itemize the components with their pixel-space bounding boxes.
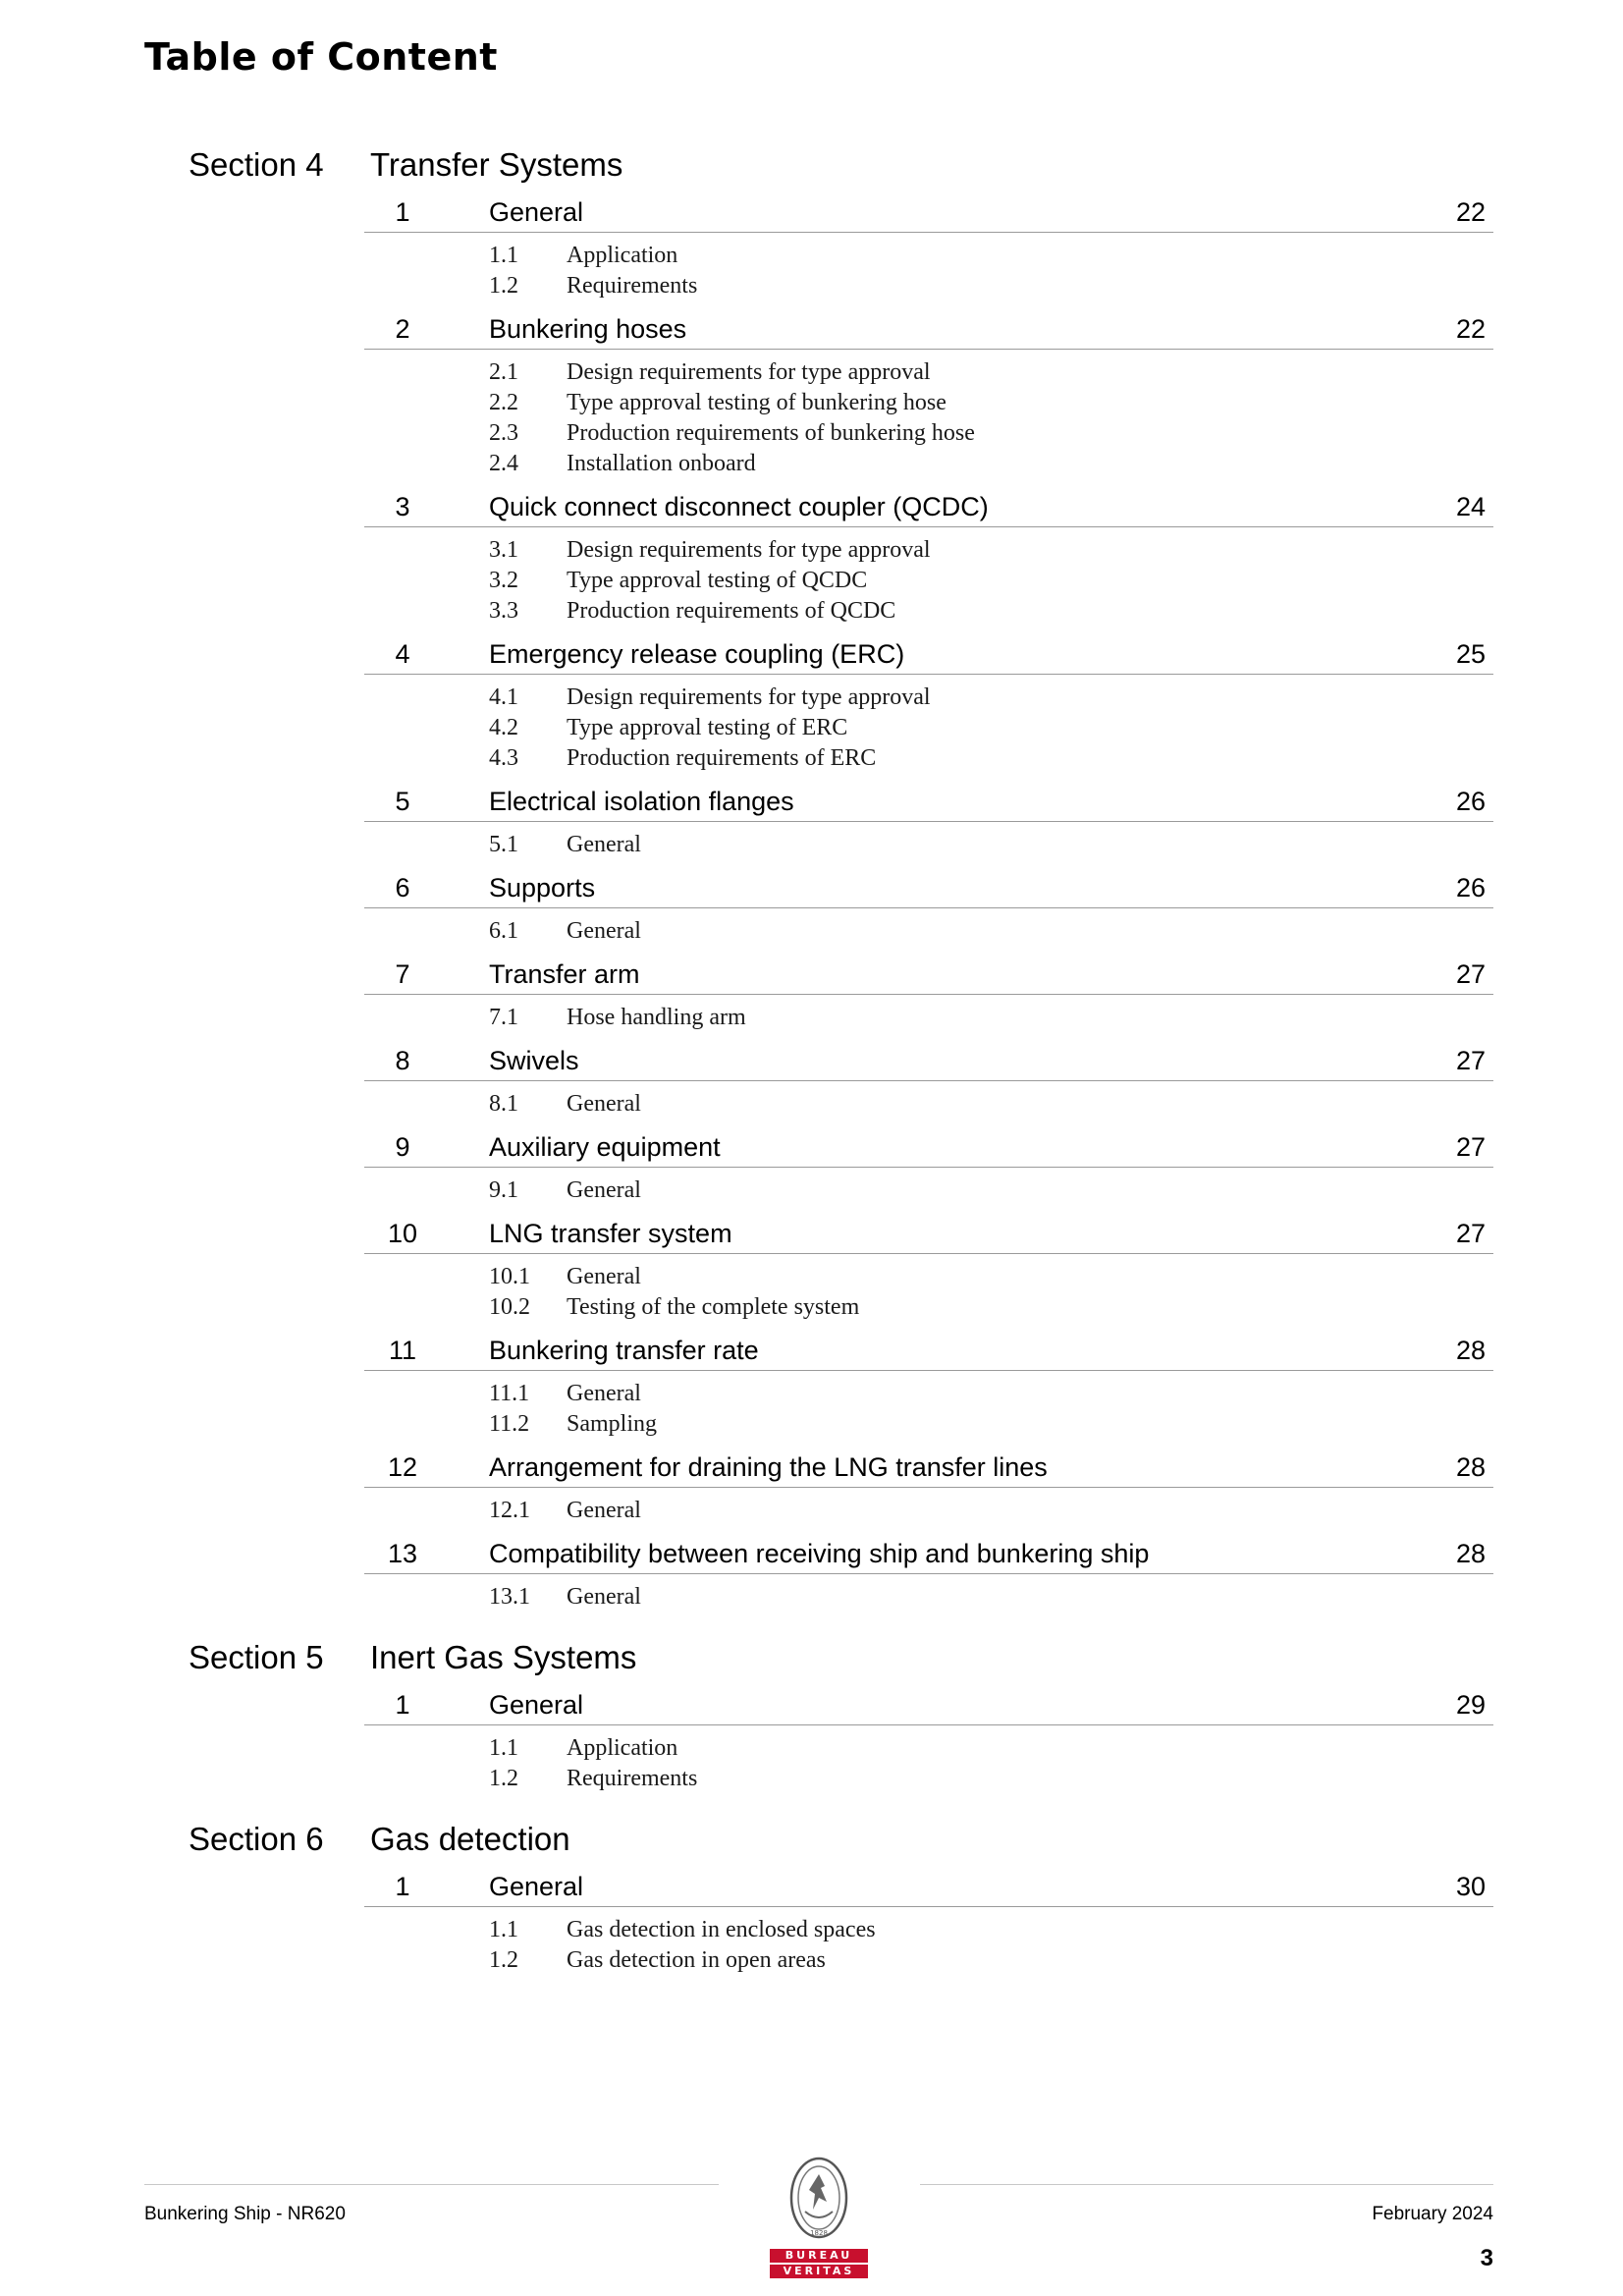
section-label: Section 4 (189, 146, 324, 183)
subsection-entry[interactable] (364, 1292, 1493, 1323)
toc-article (364, 868, 1493, 955)
subsection-title[interactable]: Application (567, 243, 678, 268)
article-entry[interactable] (364, 1685, 1493, 1725)
subsection-number: 11.2 (489, 1411, 530, 1437)
subsection-entry[interactable] (364, 830, 1493, 860)
subsection-list (364, 1488, 1493, 1534)
subsection-title[interactable]: Type approval testing of QCDC (567, 568, 868, 593)
article-page-number: 26 (1455, 873, 1486, 902)
article-number: 13 (387, 1539, 418, 1568)
page-number: 3 (1480, 2245, 1493, 2271)
article-number: 3 (395, 492, 410, 521)
subsection-entry[interactable] (364, 1003, 1493, 1033)
subsection-number: 10.2 (489, 1294, 530, 1320)
article-page-number: 28 (1455, 1336, 1486, 1365)
subsection-entry[interactable] (364, 743, 1493, 774)
subsection-entry[interactable] (364, 1409, 1493, 1440)
article-title[interactable]: Supports (489, 873, 596, 902)
subsection-title[interactable]: General (567, 1381, 641, 1406)
subsection-entry[interactable] (364, 1496, 1493, 1526)
subsection-title[interactable]: Requirements (567, 273, 698, 299)
article-page-number: 27 (1455, 1046, 1486, 1075)
subsection-title[interactable]: General (567, 1091, 641, 1117)
article-number: 1 (395, 197, 410, 227)
article-number: 10 (387, 1219, 418, 1248)
toc-article (364, 1685, 1493, 1802)
article-title[interactable]: Swivels (489, 1046, 579, 1075)
subsection-number: 13.1 (489, 1584, 530, 1610)
subsection-title[interactable]: General (567, 1264, 641, 1289)
subsection-number: 2.2 (489, 390, 518, 415)
subsection-number: 7.1 (489, 1005, 518, 1030)
article-number: 5 (395, 787, 410, 816)
subsection-title[interactable]: Gas detection in open areas (567, 1947, 826, 1973)
subsection-title[interactable]: Application (567, 1735, 678, 1761)
subsection-list (364, 1725, 1493, 1802)
toc-article (364, 487, 1493, 634)
article-entry[interactable] (364, 782, 1493, 822)
subsection-title[interactable]: Gas detection in enclosed spaces (567, 1917, 876, 1942)
subsection-entry[interactable] (364, 1733, 1493, 1764)
article-page-number: 28 (1455, 1452, 1486, 1482)
subsection-number: 4.2 (489, 715, 518, 740)
subsection-title[interactable]: General (567, 1498, 641, 1523)
article-title[interactable]: Compatibility between receiving ship and bunkering ship (489, 1539, 1150, 1568)
subsection-title[interactable]: Production requirements of ERC (567, 745, 877, 771)
article-page-number: 29 (1455, 1690, 1486, 1720)
subsection-entry[interactable] (364, 683, 1493, 713)
article-number: 12 (387, 1452, 418, 1482)
article-entry[interactable] (364, 1534, 1493, 1574)
article-entry[interactable] (364, 1867, 1493, 1907)
subsection-entry[interactable] (364, 1764, 1493, 1794)
bureau-veritas-logo (770, 2153, 868, 2282)
subsection-entry[interactable] (364, 1379, 1493, 1409)
subsection-number: 1.1 (489, 1917, 518, 1942)
section-title[interactable]: Transfer Systems (370, 146, 623, 183)
subsection-list (364, 675, 1493, 782)
toc-section (0, 1638, 1623, 1802)
article-entry[interactable] (364, 634, 1493, 675)
subsection-list (364, 908, 1493, 955)
article-title[interactable]: General (489, 1690, 584, 1720)
subsection-number: 4.3 (489, 745, 518, 771)
subsection-title[interactable]: Production requirements of bunkering hose (567, 420, 975, 446)
subsection-number: 1.2 (489, 273, 518, 299)
subsection-entry[interactable] (364, 535, 1493, 566)
subsection-number: 3.3 (489, 598, 518, 624)
subsection-entry[interactable] (364, 1262, 1493, 1292)
subsection-number: 3.1 (489, 537, 518, 563)
subsection-number: 2.4 (489, 451, 518, 476)
toc-article (364, 634, 1493, 782)
article-entry[interactable] (364, 309, 1493, 350)
subsection-list (364, 822, 1493, 868)
article-number: 4 (395, 639, 410, 669)
subsection-title[interactable]: Testing of the complete system (567, 1294, 860, 1320)
section-heading (0, 1820, 1623, 1867)
toc-article (364, 1041, 1493, 1127)
subsection-entry[interactable] (364, 357, 1493, 388)
subsection-list (364, 1081, 1493, 1127)
toc-article (364, 309, 1493, 487)
subsection-title[interactable]: Installation onboard (567, 451, 756, 476)
toc-article (364, 1534, 1493, 1620)
article-entry[interactable] (364, 1331, 1493, 1371)
section-label: Section 6 (189, 1821, 324, 1857)
article-entry[interactable] (364, 1448, 1493, 1488)
logo-year: 1828 (810, 2229, 828, 2237)
article-page-number: 22 (1455, 314, 1486, 344)
subsection-title[interactable]: Type approval testing of ERC (567, 715, 848, 740)
article-title[interactable]: Bunkering hoses (489, 314, 687, 344)
logo-text-bottom: VERITAS (770, 2265, 868, 2278)
subsection-title[interactable]: Design requirements for type approval (567, 537, 931, 563)
article-page-number: 27 (1455, 959, 1486, 989)
article-title[interactable]: Electrical isolation flanges (489, 787, 794, 816)
subsection-list (364, 995, 1493, 1041)
subsection-title[interactable]: Type approval testing of bunkering hose (567, 390, 947, 415)
article-page-number: 27 (1455, 1132, 1486, 1162)
article-entry[interactable] (364, 192, 1493, 233)
subsection-list (364, 1168, 1493, 1214)
article-number: 7 (395, 959, 410, 989)
subsection-entry[interactable] (364, 241, 1493, 271)
footer-rule-left (144, 2184, 719, 2185)
article-page-number: 27 (1455, 1219, 1486, 1248)
subsection-number: 2.3 (489, 420, 518, 446)
footer-date: February 2024 (1372, 2204, 1493, 2224)
subsection-number: 1.2 (489, 1766, 518, 1791)
section-label: Section 5 (189, 1639, 324, 1675)
subsection-entry[interactable] (364, 1582, 1493, 1613)
toc-section (0, 145, 1623, 1620)
article-title[interactable]: Transfer arm (489, 959, 640, 989)
article-title[interactable]: Auxiliary equipment (489, 1132, 721, 1162)
subsection-title[interactable]: General (567, 1177, 641, 1203)
section-title[interactable]: Inert Gas Systems (370, 1639, 637, 1675)
subsection-list (364, 1574, 1493, 1620)
logo-seal-icon (770, 2153, 868, 2247)
toc-article (364, 1331, 1493, 1448)
subsection-number: 6.1 (489, 918, 518, 944)
subsection-entry[interactable] (364, 1945, 1493, 1976)
toc-section (0, 1820, 1623, 1984)
subsection-title[interactable]: Design requirements for type approval (567, 359, 931, 385)
article-number: 11 (388, 1336, 417, 1365)
article-page-number: 22 (1455, 197, 1486, 227)
article-number: 1 (395, 1690, 410, 1720)
article-number: 9 (395, 1132, 410, 1162)
subsection-entry[interactable] (364, 596, 1493, 627)
toc-article (364, 955, 1493, 1041)
subsection-number: 10.1 (489, 1264, 530, 1289)
subsection-title[interactable]: General (567, 918, 641, 944)
subsection-number: 1.1 (489, 1735, 518, 1761)
toc-article (364, 1127, 1493, 1214)
subsection-title[interactable]: General (567, 1584, 641, 1610)
article-title[interactable]: Arrangement for draining the LNG transfer lines (489, 1452, 1048, 1482)
article-page-number: 26 (1455, 787, 1486, 816)
article-number: 1 (395, 1872, 410, 1901)
subsection-number: 3.2 (489, 568, 518, 593)
article-entry[interactable] (364, 955, 1493, 995)
subsection-number: 9.1 (489, 1177, 518, 1203)
subsection-number: 1.1 (489, 243, 518, 268)
toc-article (364, 782, 1493, 868)
section-heading (0, 145, 1623, 192)
article-entry[interactable] (364, 1127, 1493, 1168)
toc-article (364, 1867, 1493, 1984)
subsection-title[interactable]: Requirements (567, 1766, 698, 1791)
subsection-list (364, 1907, 1493, 1984)
subsection-title[interactable]: Sampling (567, 1411, 658, 1437)
toc-article (364, 1448, 1493, 1534)
section-title[interactable]: Gas detection (370, 1821, 570, 1857)
article-number: 6 (395, 873, 410, 902)
article-title[interactable]: General (489, 1872, 584, 1901)
article-page-number: 28 (1455, 1539, 1486, 1568)
subsection-title[interactable]: General (567, 832, 641, 857)
subsection-number: 8.1 (489, 1091, 518, 1117)
article-entry[interactable] (364, 1041, 1493, 1081)
subsection-title[interactable]: Hose handling arm (567, 1005, 746, 1030)
article-title[interactable]: General (489, 197, 584, 227)
subsection-entry[interactable] (364, 1175, 1493, 1206)
subsection-title[interactable]: Production requirements of QCDC (567, 598, 896, 624)
subsection-entry[interactable] (364, 271, 1493, 301)
table-of-contents (0, 145, 1623, 1984)
subsection-number: 12.1 (489, 1498, 530, 1523)
toc-article (364, 1214, 1493, 1331)
subsection-number: 11.1 (489, 1381, 530, 1406)
page-title: Table of Content (144, 35, 498, 79)
article-title[interactable]: Quick connect disconnect coupler (QCDC) (489, 492, 989, 521)
subsection-entry[interactable] (364, 916, 1493, 947)
subsection-number: 1.2 (489, 1947, 518, 1973)
subsection-entry[interactable] (364, 713, 1493, 743)
subsection-list (364, 233, 1493, 309)
subsection-list (364, 350, 1493, 487)
subsection-list (364, 1371, 1493, 1448)
subsection-entry[interactable] (364, 1915, 1493, 1945)
article-entry[interactable] (364, 868, 1493, 908)
article-title[interactable]: Emergency release coupling (ERC) (489, 639, 905, 669)
subsection-entry[interactable] (364, 566, 1493, 596)
logo-text-top: BUREAU (770, 2249, 868, 2263)
subsection-entry[interactable] (364, 1089, 1493, 1120)
article-number: 2 (395, 314, 410, 344)
article-page-number: 25 (1455, 639, 1486, 669)
article-page-number: 30 (1455, 1872, 1486, 1901)
subsection-entry[interactable] (364, 449, 1493, 479)
article-title[interactable]: LNG transfer system (489, 1219, 732, 1248)
subsection-number: 5.1 (489, 832, 518, 857)
subsection-number: 4.1 (489, 684, 518, 710)
footer-document-title: Bunkering Ship - NR620 (144, 2204, 346, 2224)
section-heading (0, 1638, 1623, 1685)
subsection-list (364, 1254, 1493, 1331)
article-page-number: 24 (1455, 492, 1486, 521)
subsection-entry[interactable] (364, 388, 1493, 418)
subsection-list (364, 527, 1493, 634)
article-number: 8 (395, 1046, 410, 1075)
subsection-title[interactable]: Design requirements for type approval (567, 684, 931, 710)
subsection-entry[interactable] (364, 418, 1493, 449)
article-entry[interactable] (364, 487, 1493, 527)
subsection-number: 2.1 (489, 359, 518, 385)
article-title[interactable]: Bunkering transfer rate (489, 1336, 759, 1365)
toc-article (364, 192, 1493, 309)
article-entry[interactable] (364, 1214, 1493, 1254)
footer-rule-right (920, 2184, 1493, 2185)
